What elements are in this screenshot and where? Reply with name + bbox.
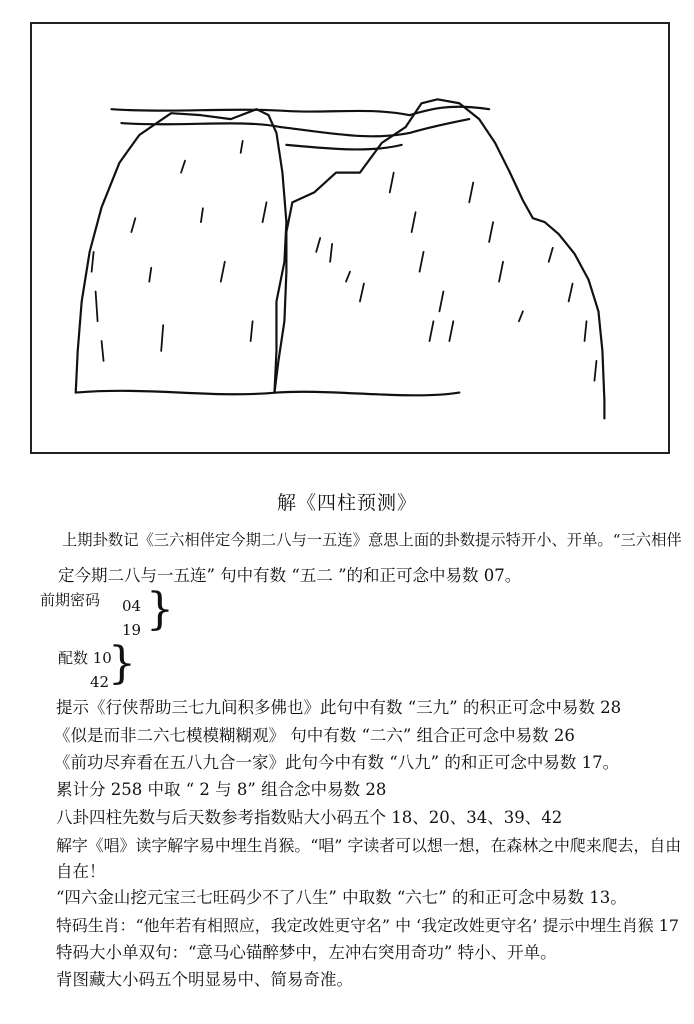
pair-number-2: 42 <box>90 673 110 691</box>
text-line-3: 提示《行侠帮助三七九间积多佛也》此句中有数 “三九” 的积正可念中易数 28 <box>56 698 622 717</box>
text-line-8: 解字《唱》读字解字易中埋生肖猴。“唱” 字读者可以想一想，在森林之中爬来爬去，自由 <box>56 836 682 855</box>
text-line-11: 特码生肖：“他年若有相照应，我定改姓更守名” 中 ‘我定改姓更守名’ 提示中埋生肖猴 17 <box>56 916 679 935</box>
prev-code-label: 前期密码 <box>40 591 101 609</box>
text-line-13: 背图藏大小码五个明显易中、简易奇准。 <box>56 970 353 989</box>
illustration-frame <box>30 22 670 454</box>
brace-glyph-1: } <box>146 584 174 635</box>
text-line-10: “四六金山挖元宝三七旺码少不了八生” 中取数 “六七” 的和正可念中易数 13。 <box>56 888 627 907</box>
text-line-12: 特码大小单双句：“意马心锚醉梦中，左冲右突用奇功” 特小、开单。 <box>56 943 557 962</box>
text-line-4: 《似是而非二六七模模糊糊观》 句中有数 “二六” 组合正可念中易数 26 <box>54 726 575 745</box>
text-line-6: 累计分 258 中取 “ 2 与 8” 组合念中易数 28 <box>56 780 387 799</box>
text-line-2: 定今期二八与一五连” 句中有数 “五二 ”的和正可念中易数 07。 <box>58 566 522 585</box>
mountain-sketch <box>32 24 668 452</box>
text-line-9: 自在！ <box>56 862 106 881</box>
pair-label: 配数 10 <box>58 649 112 667</box>
prev-code-number-2: 19 <box>122 621 142 639</box>
brace-glyph-2: } <box>108 638 136 689</box>
text-line-7: 八卦四柱先数与后天数参考指数贴大小码五个 18、20、34、39、42 <box>56 808 563 827</box>
page-title: 解《四柱预测》 <box>276 492 417 514</box>
text-line-1: 上期卦数记《三六相伴定今期二八与一五连》意思上面的卦数提示特开小、开单。“三六相伴 <box>62 531 682 549</box>
prev-code-number-1: 04 <box>122 597 142 615</box>
text-line-5: 《前功尽弃看在五八九合一家》此句今中有数 “八九” 的和正可念中易数 17。 <box>54 753 620 772</box>
